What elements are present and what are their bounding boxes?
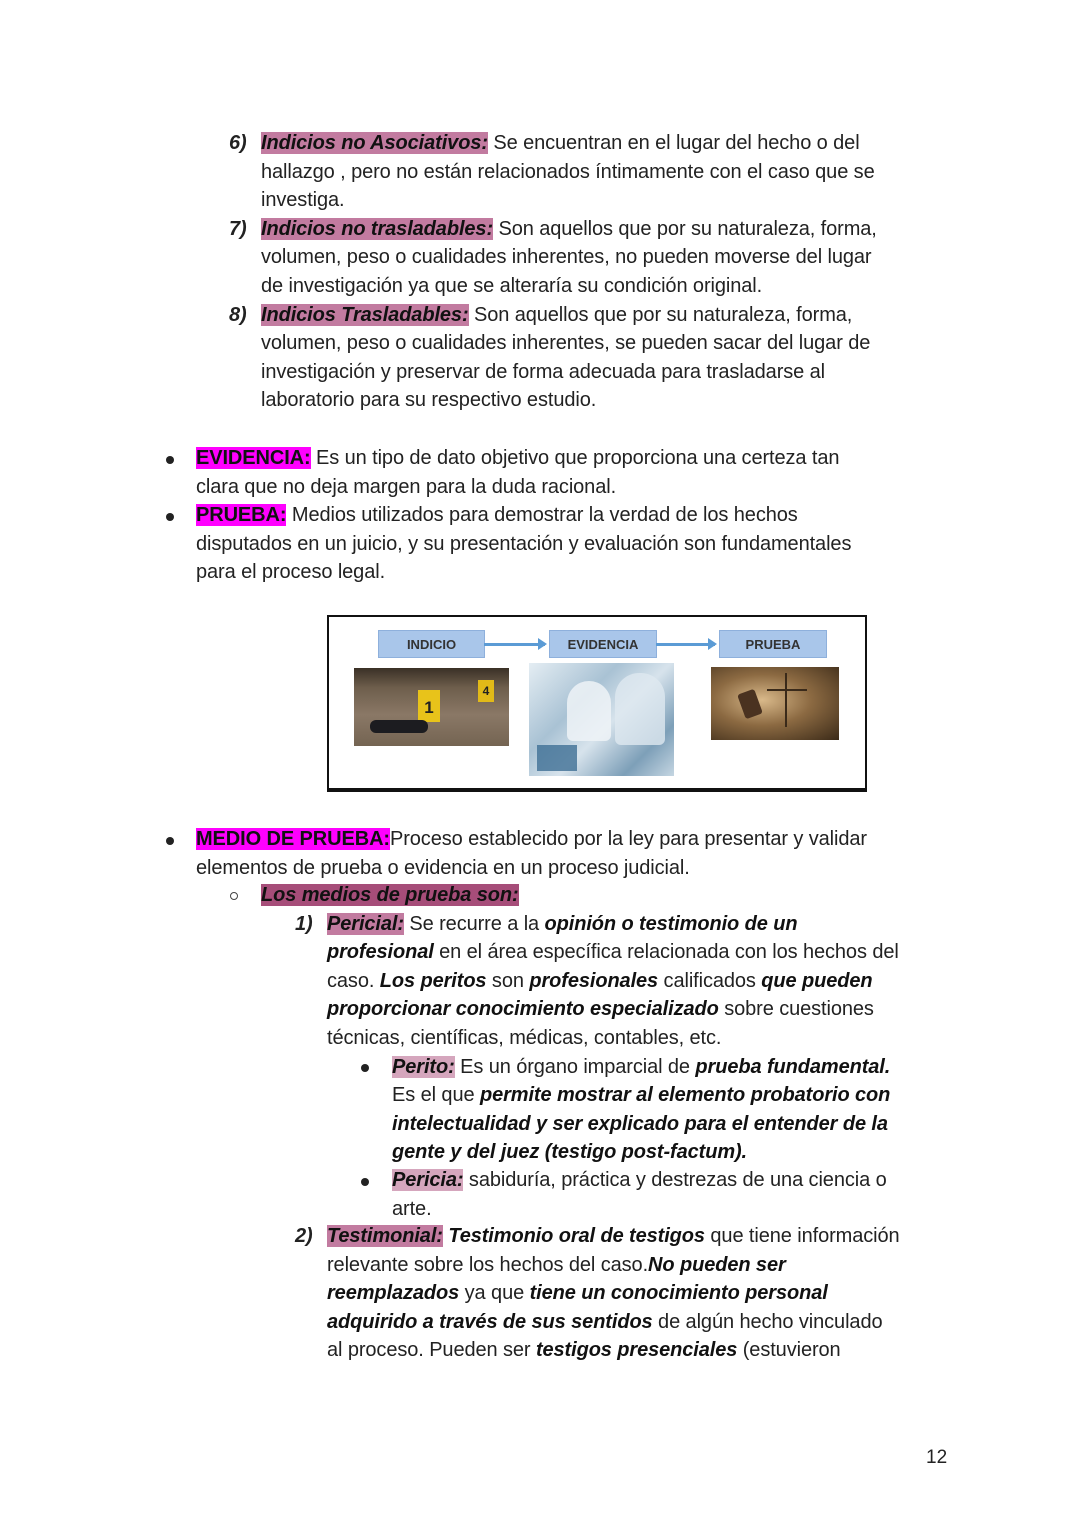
indicio-evidencia-prueba-figure	[327, 615, 867, 792]
bullet-icon	[166, 837, 174, 845]
text-line: relevante sobre los hechos del caso.No pueden ser	[327, 1253, 786, 1276]
stage-indicio: INDICIO	[378, 630, 485, 658]
forensic-lab-photo	[529, 663, 674, 776]
definition-prueba: PRUEBA: Medios utilizados para demostrar la verdad de los hechos	[196, 504, 798, 527]
text-line: de investigación ya que se alteraría su condición original.	[261, 275, 763, 297]
scientist-figure	[567, 681, 611, 741]
stage-prueba: PRUEBA	[719, 630, 827, 658]
justice-photo	[711, 667, 839, 740]
list-number: 7)	[229, 217, 247, 240]
list-number: 1)	[295, 912, 313, 935]
text-line: al proceso. Pueden ser testigos presenciales (estuvieron	[327, 1339, 841, 1362]
stage-evidencia: EVIDENCIA	[549, 630, 657, 658]
bullet-icon	[361, 1064, 369, 1072]
text-line: volumen, peso o cualidades inherentes, se pueden sacar del lugar de	[261, 332, 871, 355]
text-line: clara que no deja margen para la duda racional.	[196, 475, 617, 498]
subheading: Los medios de prueba son:	[261, 884, 519, 906]
text-line: reemplazados ya que tiene un conocimiento personal	[327, 1282, 828, 1305]
scales-icon	[785, 673, 787, 727]
arrow-icon	[656, 643, 715, 646]
text-line: volumen, peso o cualidades inherentes, no pueden moverse del lugar	[261, 246, 872, 269]
scales-beam	[767, 689, 807, 691]
term-highlight: PRUEBA:	[196, 504, 287, 527]
text-line: Es el que permite mostrar al elemento probatorio con	[392, 1084, 891, 1107]
list-item-pericia: Pericia: sabiduría, práctica y destrezas de una ciencia o	[392, 1169, 887, 1191]
text-line: gente y del juez (testigo post-factum).	[392, 1141, 748, 1164]
list-number: 2)	[295, 1225, 313, 1247]
list-number: 6)	[229, 132, 247, 154]
list-item-indicios-no-trasladables: Indicios no trasladables: Son aquellos que por su naturaleza, forma,	[261, 217, 877, 240]
text-line: investigación y preservar de forma adecuada para trasladarse al	[261, 360, 826, 383]
term-highlight: MEDIO DE PRUEBA:	[196, 828, 390, 850]
text-line: disputados en un juicio, y su presentación y evaluación son fundamentales	[196, 532, 852, 555]
term-highlight: Indicios no Asociativos:	[261, 132, 488, 154]
gun-icon	[370, 720, 428, 733]
text-line: profesional en el área específica relacionada con los hechos del	[327, 941, 899, 964]
scientist-figure	[615, 673, 665, 745]
text-line: investiga.	[261, 189, 345, 212]
text-line: arte.	[392, 1197, 432, 1220]
list-item-testimonial: Testimonial: Testimonio oral de testigos que tiene información	[327, 1225, 900, 1247]
text-line: elementos de prueba o evidencia en un proceso judicial.	[196, 856, 690, 879]
list-item-indicios-trasladables: Indicios Trasladables: Son aquellos que por su naturaleza, forma,	[261, 303, 853, 326]
circle-bullet-icon	[230, 892, 238, 900]
term-highlight: Indicios no trasladables:	[261, 217, 494, 240]
crime-scene-photo	[354, 668, 509, 746]
definition-medio-de-prueba: MEDIO DE PRUEBA:Proceso establecido por la ley para presentar y validar	[196, 828, 867, 850]
term-highlight: Indicios Trasladables:	[261, 303, 469, 326]
term-highlight: Perito:	[392, 1055, 455, 1078]
page-number: 12	[926, 1447, 948, 1468]
definition-evidencia: EVIDENCIA: Es un tipo de dato objetivo que proporciona una certeza tan	[196, 447, 840, 469]
text-line: hallazgo , pero no están relacionados íntimamente con el caso que se	[261, 160, 875, 183]
text-line: proporcionar conocimiento especializado sobre cuestiones	[327, 998, 874, 1021]
text-line: caso. Los peritos son profesionales calificados que pueden	[327, 969, 873, 992]
bullet-icon	[361, 1178, 369, 1186]
evidence-marker-4: 4	[478, 680, 494, 702]
text-line: adquirido a través de sus sentidos de algún hecho vinculado	[327, 1310, 883, 1333]
term-highlight: Testimonial:	[327, 1225, 443, 1247]
text-line: para el proceso legal.	[196, 561, 386, 584]
list-item-pericial: Pericial: Se recurre a la opinión o testimonio de un	[327, 912, 798, 935]
evidence-marker-1: 1	[418, 690, 440, 722]
list-item-indicios-no-asociativos: Indicios no Asociativos: Se encuentran en el lugar del hecho o del	[261, 132, 860, 154]
text-line: laboratorio para su respectivo estudio.	[261, 389, 597, 412]
text-line: técnicas, científicas, médicas, contables, etc.	[327, 1027, 722, 1049]
term-highlight: EVIDENCIA:	[196, 447, 311, 469]
gavel-icon	[737, 689, 763, 720]
term-highlight: Pericial:	[327, 912, 404, 935]
bullet-icon	[166, 456, 174, 464]
term-highlight: Pericia:	[392, 1169, 464, 1191]
arrow-icon	[484, 643, 545, 646]
list-item-perito: Perito: Es un órgano imparcial de prueba fundamental.	[392, 1055, 891, 1078]
lab-bottles	[537, 745, 577, 771]
text-line: intelectualidad y ser explicado para el entender de la	[392, 1112, 888, 1135]
list-number: 8)	[229, 303, 247, 326]
bullet-icon	[166, 513, 174, 521]
